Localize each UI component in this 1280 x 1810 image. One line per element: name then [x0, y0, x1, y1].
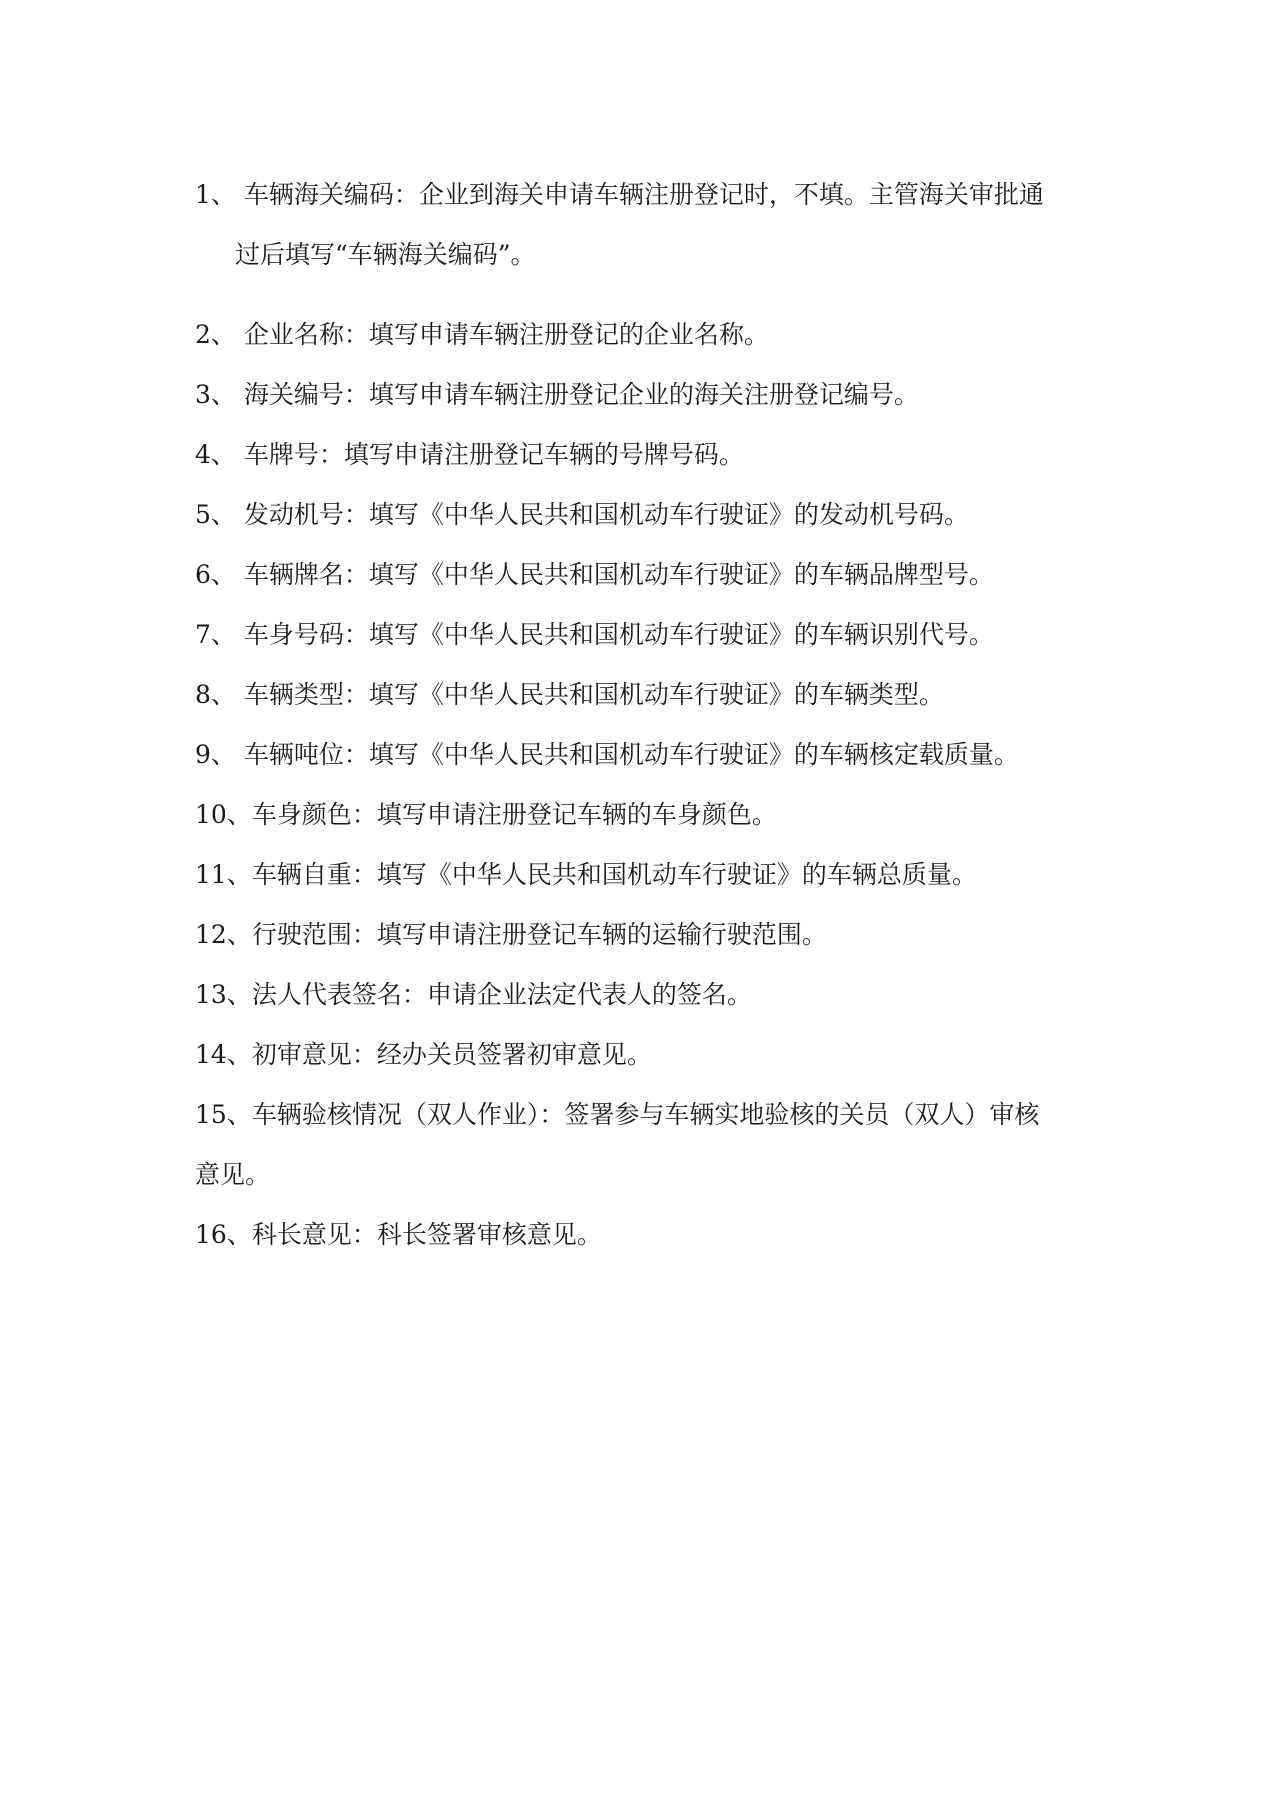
item-term: 企业名称：: [243, 320, 369, 349]
item-description: 企业到海关申请车辆注册登记时，不填。主管海关审批通: [418, 180, 1044, 209]
item-description: 填写申请车辆注册登记的企业名称。: [368, 320, 769, 349]
item-term: 初审意见：: [251, 1040, 377, 1069]
list-item: [195, 800, 1095, 830]
item-continuation: 过后填写“车辆海关编码”。: [235, 240, 536, 269]
item-number: 3、: [195, 380, 236, 409]
item-term: 海关编号：: [243, 380, 369, 409]
item-term: 车辆吨位：: [243, 740, 369, 769]
item-description: 填写申请注册登记车辆的号牌号码。: [343, 440, 744, 469]
item-description: 签署参与车辆实地验核的关员（双人）审核: [564, 1100, 1040, 1129]
item-number: 5、: [195, 500, 236, 529]
item-number: 6、: [195, 560, 236, 589]
list-item: [195, 980, 1095, 1010]
item-term: 车身号码：: [243, 620, 369, 649]
list-item: [195, 1040, 1095, 1070]
item-number: 10、: [195, 800, 252, 829]
item-number: 9、: [195, 740, 236, 769]
item-description: 申请企业法定代表人的签名。: [426, 980, 752, 1009]
item-term: 车牌号：: [243, 440, 344, 469]
item-description: 填写《中华人民共和国机动车行驶证》的车辆总质量。: [376, 860, 977, 889]
item-description: 填写《中华人民共和国机动车行驶证》的车辆类型。: [368, 680, 944, 709]
list-item: [195, 860, 1095, 890]
item-number: 8、: [195, 680, 236, 709]
item-number: 1、: [195, 180, 236, 209]
item-term: 行驶范围：: [251, 920, 377, 949]
item-description: 填写申请车辆注册登记企业的海关注册登记编号。: [368, 380, 919, 409]
item-term: 车身颜色：: [251, 800, 377, 829]
list-item: [195, 560, 1095, 590]
item-description: 填写《中华人民共和国机动车行驶证》的车辆识别代号。: [368, 620, 994, 649]
item-continuation: 意见。: [195, 1160, 271, 1189]
item-number: 4、: [195, 440, 236, 469]
item-description: 科长签署审核意见。: [376, 1220, 602, 1249]
item-description: 填写《中华人民共和国机动车行驶证》的车辆核定载质量。: [368, 740, 1019, 769]
list-item: [195, 740, 1095, 770]
item-description: 填写申请注册登记车辆的车身颜色。: [376, 800, 777, 829]
list-item: [195, 1220, 1095, 1250]
list-item: [195, 180, 1095, 210]
item-description: 填写《中华人民共和国机动车行驶证》的车辆品牌型号。: [368, 560, 994, 589]
list-item: [195, 1100, 1095, 1130]
item-number: 14、: [195, 1040, 252, 1069]
item-number: 11、: [195, 860, 252, 889]
list-item: [195, 920, 1095, 950]
item-term: 车辆牌名：: [243, 560, 369, 589]
item-term: 车辆验核情况（双人作业）：: [251, 1100, 565, 1129]
item-number: 16、: [195, 1220, 252, 1249]
list-item: [195, 620, 1095, 650]
list-item: [195, 440, 1095, 470]
item-number: 7、: [195, 620, 236, 649]
item-term: 科长意见：: [251, 1220, 377, 1249]
item-term: 法人代表签名：: [251, 980, 427, 1009]
list-item: [195, 680, 1095, 710]
list-item: [195, 320, 1095, 350]
item-description: 填写申请注册登记车辆的运输行驶范围。: [376, 920, 827, 949]
list-item: [195, 500, 1095, 530]
item-description: 经办关员签署初审意见。: [376, 1040, 652, 1069]
item-term: 车辆类型：: [243, 680, 369, 709]
item-number: 13、: [195, 980, 252, 1009]
item-number: 12、: [195, 920, 252, 949]
item-description: 填写《中华人民共和国机动车行驶证》的发动机号码。: [368, 500, 969, 529]
item-term: 车辆海关编码：: [243, 180, 419, 209]
item-term: 车辆自重：: [251, 860, 377, 889]
item-number: 15、: [195, 1100, 252, 1129]
item-number: 2、: [195, 320, 236, 349]
list-item: [195, 380, 1095, 410]
item-term: 发动机号：: [243, 500, 369, 529]
